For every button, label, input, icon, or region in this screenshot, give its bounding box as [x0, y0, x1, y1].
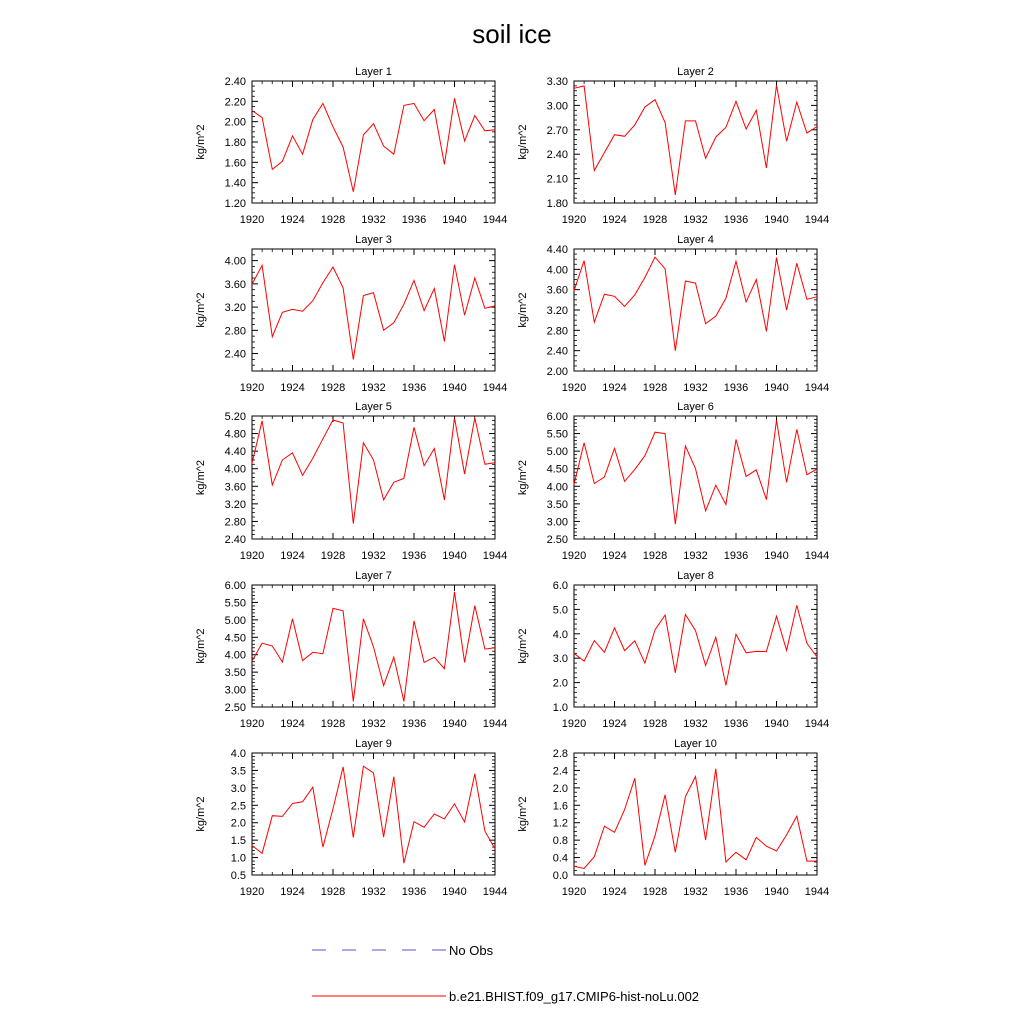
x-tick-label: 1944 — [804, 214, 830, 226]
y-axis-label: kg/m^2 — [517, 124, 529, 160]
panel-layer-3 — [195, 234, 507, 394]
x-tick-label: 1940 — [764, 718, 789, 730]
y-tick-label: 1.40 — [224, 177, 246, 190]
plot-frame — [574, 249, 817, 371]
x-tick-label: 1920 — [239, 550, 265, 562]
legend — [312, 943, 699, 1004]
y-tick-label: 4.40 — [224, 446, 246, 459]
panel-layer-7 — [195, 570, 507, 730]
y-tick-label: 0.4 — [552, 852, 568, 865]
x-tick-label: 1944 — [482, 886, 508, 898]
panel-title: Layer 9 — [355, 738, 392, 750]
y-tick-label: 4.00 — [546, 264, 568, 277]
y-tick-label: 3.60 — [224, 481, 246, 494]
y-tick-label: 2.70 — [546, 124, 568, 137]
series-line-layer-10 — [574, 769, 817, 869]
panel-title: Layer 8 — [677, 570, 714, 582]
y-tick-label: 6.00 — [224, 580, 246, 592]
x-tick-label: 1936 — [723, 214, 749, 226]
y-axis-label: kg/m^2 — [195, 459, 207, 496]
y-tick-label: 2.80 — [224, 516, 246, 529]
x-tick-label: 1920 — [561, 214, 587, 226]
y-tick-label: 2.00 — [224, 116, 246, 129]
x-tick-label: 1936 — [723, 718, 749, 730]
panel-layer-6 — [517, 401, 829, 562]
y-tick-label: 4.0 — [230, 748, 246, 760]
x-tick-label: 1944 — [482, 214, 508, 226]
x-tick-label: 1932 — [361, 214, 386, 226]
y-tick-label: 1.60 — [224, 157, 246, 170]
y-tick-label: 5.20 — [224, 411, 246, 423]
x-tick-label: 1924 — [602, 718, 627, 730]
x-tick-label: 1932 — [683, 550, 708, 562]
x-tick-label: 1944 — [804, 550, 830, 562]
x-tick-label: 1944 — [804, 382, 830, 394]
y-tick-label: 2.20 — [224, 96, 246, 109]
y-axis-label: kg/m^2 — [195, 124, 207, 160]
y-tick-label: 4.0 — [552, 628, 568, 641]
x-tick-label: 1932 — [361, 718, 386, 730]
y-tick-label: 3.20 — [224, 498, 246, 511]
y-tick-label: 1.6 — [552, 800, 568, 813]
x-tick-label: 1940 — [442, 550, 467, 562]
y-tick-label: 3.50 — [546, 498, 568, 511]
y-tick-label: 3.00 — [546, 516, 568, 529]
y-tick-label: 4.80 — [224, 428, 246, 441]
series-line-layer-7 — [252, 592, 495, 701]
x-tick-label: 1924 — [280, 550, 305, 562]
x-tick-label: 1924 — [280, 382, 305, 394]
plot-frame — [574, 416, 817, 539]
y-tick-label: 4.00 — [224, 463, 246, 476]
series-line-layer-8 — [574, 605, 817, 685]
x-tick-label: 1928 — [320, 214, 346, 226]
x-tick-label: 1924 — [602, 550, 627, 562]
x-tick-label: 1920 — [561, 382, 587, 394]
x-tick-label: 1932 — [683, 214, 708, 226]
y-tick-label: 4.40 — [546, 244, 568, 256]
x-tick-label: 1936 — [401, 214, 427, 226]
x-tick-label: 1920 — [239, 886, 265, 898]
y-axis-label: kg/m^2 — [195, 292, 207, 328]
y-tick-label: 2.00 — [546, 366, 568, 378]
x-tick-label: 1928 — [642, 886, 668, 898]
panel-layer-2 — [517, 66, 829, 226]
y-tick-label: 3.0 — [230, 782, 246, 795]
y-tick-label: 1.80 — [224, 137, 246, 149]
x-tick-label: 1932 — [361, 382, 386, 394]
x-tick-label: 1932 — [361, 550, 386, 562]
x-tick-label: 1928 — [320, 382, 346, 394]
y-tick-label: 2.4 — [552, 765, 568, 778]
x-tick-label: 1936 — [401, 718, 427, 730]
x-tick-label: 1920 — [239, 214, 265, 226]
y-tick-label: 4.00 — [224, 255, 246, 268]
x-tick-label: 1924 — [280, 886, 305, 898]
y-tick-label: 2.0 — [230, 817, 246, 830]
series-line-layer-4 — [574, 257, 817, 351]
y-tick-label: 1.20 — [224, 198, 246, 210]
x-tick-label: 1932 — [361, 886, 386, 898]
x-tick-label: 1940 — [442, 886, 467, 898]
x-tick-label: 1924 — [602, 886, 627, 898]
x-tick-label: 1944 — [804, 886, 830, 898]
series-line-layer-1 — [252, 98, 495, 192]
y-tick-label: 2.0 — [552, 782, 568, 795]
series-line-layer-3 — [252, 265, 495, 360]
y-tick-label: 5.0 — [552, 604, 568, 617]
legend-model-label: b.e21.BHIST.f09_g17.CMIP6-hist-noLu.002 — [449, 989, 700, 1004]
y-tick-label: 3.20 — [546, 305, 568, 317]
legend-no-obs-label: No Obs — [449, 943, 494, 958]
y-tick-label: 6.0 — [552, 580, 568, 592]
x-tick-label: 1928 — [320, 550, 346, 562]
x-tick-label: 1928 — [320, 718, 346, 730]
y-tick-label: 3.30 — [546, 76, 568, 88]
y-tick-label: 1.0 — [552, 702, 568, 714]
x-tick-label: 1920 — [561, 718, 587, 730]
plot-frame — [252, 416, 495, 539]
x-tick-label: 1920 — [561, 886, 587, 898]
x-tick-label: 1940 — [764, 550, 789, 562]
y-axis-label: kg/m^2 — [517, 628, 529, 664]
panel-title: Layer 6 — [677, 401, 714, 413]
y-tick-label: 4.50 — [546, 463, 568, 476]
y-tick-label: 1.2 — [552, 817, 568, 830]
y-axis-label: kg/m^2 — [517, 292, 529, 328]
panel-title: Layer 3 — [355, 234, 392, 246]
y-axis-label: kg/m^2 — [195, 796, 207, 832]
y-tick-label: 0.0 — [552, 870, 568, 882]
y-tick-label: 2.40 — [224, 534, 246, 546]
y-tick-label: 3.50 — [224, 667, 246, 680]
panel-title: Layer 4 — [677, 234, 714, 246]
y-tick-label: 2.8 — [552, 748, 568, 760]
y-tick-label: 1.0 — [230, 852, 246, 865]
y-tick-label: 5.50 — [224, 597, 246, 610]
y-tick-label: 5.00 — [224, 614, 246, 627]
x-tick-label: 1924 — [280, 214, 305, 226]
x-tick-label: 1944 — [482, 550, 508, 562]
y-tick-label: 1.80 — [546, 198, 568, 210]
x-tick-label: 1944 — [804, 718, 830, 730]
x-tick-label: 1928 — [642, 550, 668, 562]
x-tick-label: 1944 — [482, 382, 508, 394]
y-tick-label: 5.00 — [546, 446, 568, 459]
series-line-layer-6 — [574, 420, 817, 524]
y-tick-label: 5.50 — [546, 428, 568, 441]
x-tick-label: 1940 — [442, 214, 467, 226]
y-tick-label: 2.50 — [546, 534, 568, 546]
panel-layer-10 — [517, 738, 829, 898]
x-tick-label: 1924 — [602, 382, 627, 394]
plot-frame — [252, 81, 495, 203]
x-tick-label: 1928 — [642, 214, 668, 226]
panel-title: Layer 10 — [674, 738, 717, 750]
panel-title: Layer 5 — [355, 401, 392, 413]
x-tick-label: 1924 — [602, 214, 627, 226]
y-tick-label: 2.50 — [224, 702, 246, 714]
panel-title: Layer 7 — [355, 570, 392, 582]
panel-layer-8 — [517, 570, 829, 730]
panel-title: Layer 1 — [355, 66, 392, 78]
y-tick-label: 3.00 — [546, 100, 568, 113]
figure-title: soil ice — [472, 19, 552, 49]
plot-frame — [574, 753, 817, 875]
plot-frame — [252, 753, 495, 875]
x-tick-label: 1936 — [723, 550, 749, 562]
x-tick-label: 1936 — [401, 550, 427, 562]
x-tick-label: 1924 — [280, 718, 305, 730]
y-tick-label: 3.60 — [546, 284, 568, 297]
panel-layer-9 — [195, 738, 507, 898]
x-tick-label: 1944 — [482, 718, 508, 730]
y-tick-label: 6.00 — [546, 411, 568, 423]
y-tick-label: 1.5 — [230, 835, 246, 848]
x-tick-label: 1936 — [401, 382, 427, 394]
y-tick-label: 2.40 — [546, 149, 568, 162]
x-tick-label: 1940 — [764, 886, 789, 898]
y-axis-label: kg/m^2 — [517, 796, 529, 832]
plot-frame — [574, 585, 817, 707]
y-axis-label: kg/m^2 — [517, 459, 529, 496]
x-tick-label: 1920 — [561, 550, 587, 562]
y-tick-label: 0.5 — [230, 870, 246, 882]
x-tick-label: 1932 — [683, 382, 708, 394]
y-tick-label: 4.00 — [546, 481, 568, 494]
y-tick-label: 2.80 — [224, 325, 246, 338]
y-tick-label: 4.50 — [224, 632, 246, 645]
panel-grid — [195, 66, 829, 898]
panel-layer-4 — [517, 234, 829, 394]
x-tick-label: 1940 — [442, 382, 467, 394]
y-tick-label: 2.40 — [224, 76, 246, 88]
x-tick-label: 1932 — [683, 886, 708, 898]
x-tick-label: 1940 — [764, 382, 789, 394]
x-tick-label: 1940 — [442, 718, 467, 730]
x-tick-label: 1936 — [723, 382, 749, 394]
plot-frame — [252, 249, 495, 371]
series-line-layer-2 — [574, 85, 817, 195]
y-tick-label: 3.60 — [224, 278, 246, 291]
panel-layer-5 — [195, 401, 507, 562]
y-tick-label: 3.00 — [224, 684, 246, 697]
y-tick-label: 3.5 — [230, 765, 246, 778]
y-axis-label: kg/m^2 — [195, 628, 207, 664]
y-tick-label: 4.00 — [224, 649, 246, 662]
y-tick-label: 2.40 — [224, 348, 246, 361]
x-tick-label: 1940 — [764, 214, 789, 226]
x-tick-label: 1936 — [723, 886, 749, 898]
y-tick-label: 0.8 — [552, 835, 568, 848]
y-tick-label: 2.80 — [546, 325, 568, 338]
y-tick-label: 2.5 — [230, 800, 246, 813]
y-tick-label: 3.0 — [552, 653, 568, 666]
panel-title: Layer 2 — [677, 66, 714, 78]
x-tick-label: 1928 — [642, 718, 668, 730]
x-tick-label: 1932 — [683, 718, 708, 730]
series-line-layer-9 — [252, 766, 495, 863]
y-tick-label: 3.20 — [224, 302, 246, 315]
y-tick-label: 2.0 — [552, 677, 568, 690]
y-tick-label: 2.40 — [546, 345, 568, 358]
x-tick-label: 1928 — [320, 886, 346, 898]
y-tick-label: 2.10 — [546, 173, 568, 186]
panel-layer-1 — [195, 66, 507, 226]
series-line-layer-5 — [252, 418, 495, 524]
x-tick-label: 1920 — [239, 718, 265, 730]
x-tick-label: 1928 — [642, 382, 668, 394]
x-tick-label: 1920 — [239, 382, 265, 394]
x-tick-label: 1936 — [401, 886, 427, 898]
